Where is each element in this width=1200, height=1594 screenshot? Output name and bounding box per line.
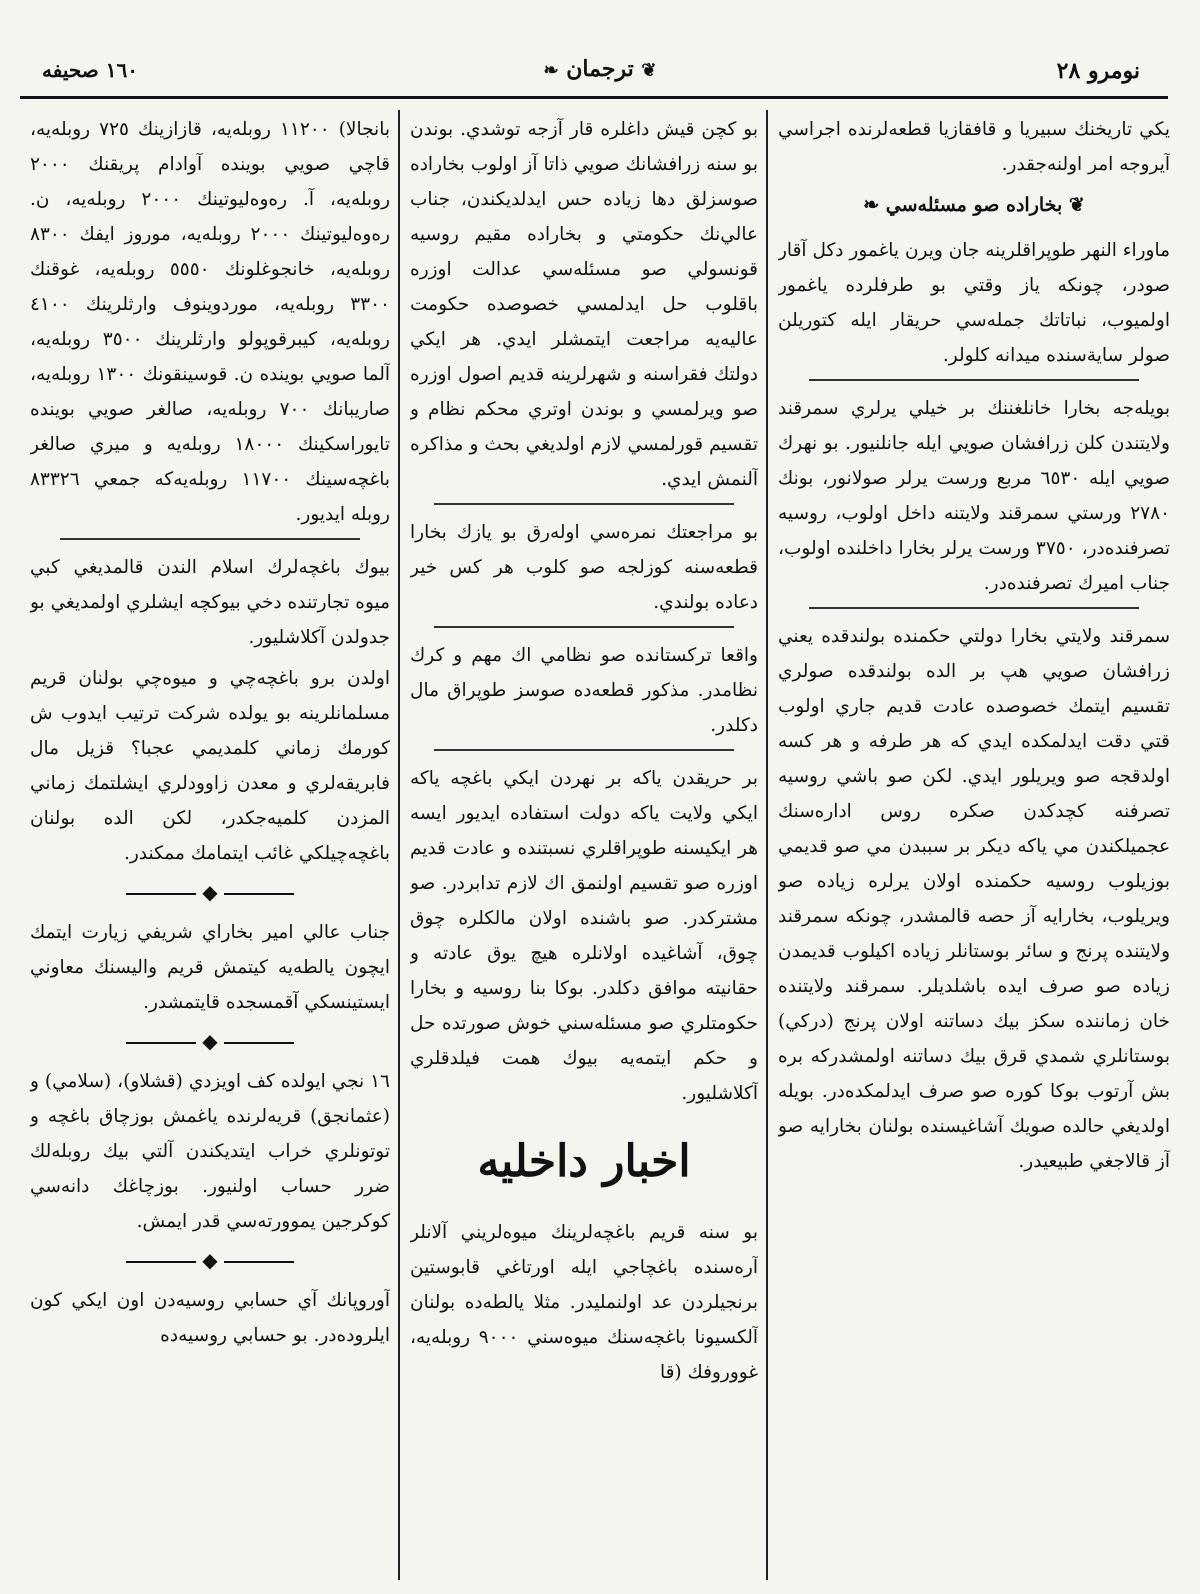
column-divider [766,110,768,1580]
separator [30,1245,390,1275]
paragraph: بيوك باغچه‌لرك اسلام الندن قالمديغي كبي ميوه تجارتنده دخي بيوكچه ايشلري اولمديغي بو جدولدن آكلاشليور. [30,557,390,648]
diamond-icon: ◆ [202,1248,218,1272]
article-intro: يكي تاريخنك سبيريا و قافقازيا قطعه‌لرنده اجراسي آيروجه امر اولنه‌جقدر. [778,119,1170,175]
paragraph: واقعا تركستانده صو نظامي اك مهم و كرك نظامدر. مذكور قطعه‌ده صوسز طوپراق مال دكلدر. [410,645,758,736]
divider [60,538,360,540]
subhead-text: بخاراده صو مسئله‌سي [885,194,1063,216]
header-rule [20,96,1168,99]
page-header [20,58,1180,92]
paragraph: بو كچن قيش داغلره قار آزجه توشدي. بوندن بو سنه زرافشانك صويي ذاتا آز اولوب بخاراده صوسزلق دها زياده حس ايدلديكندن، جناب عالي‌نك حكومتي و بخاراده مقيم روسيه قونسولي صو مسئله‌سي عدالت اوزره باقلوب حل ايدلمسي خصوصده حكومت عاليه‌يه مراجعت ايتمشلر ايدي. هر ايكي دولتك فقراسنه و شهرلرينه قديم اصول اوزره صو ويرلمسي و بوندن اوتري محكم نظام و تقسيم قورلمسي لازم اولديغي بحث و مذاكره آلنمش ايدي. [410,119,758,490]
section-title: اخبار داخليه [477,1136,691,1187]
paragraph: آوروپانك آي حسابي روسيه‌دن اون ايكي كون ايلرودەدر. بو حسابي روسيه‌ده [30,1290,390,1346]
paragraph: بانجالا) ١١٢٠٠ روبله‌يه، قازازينك ٧٢٥ روبله‌يه، قاچي صويي بوينده آوادام پريقنك ٢٠٠٠ روبله‌يه، آ. ره‌وه‌ليوتينك ٢٠٠٠ روبله‌يه، ن. ره‌وه‌ليوتينك ٢٠٠٠ روبله‌يه، موروز ايفك ٨٣٠٠ روبله‌يه، خانجوغلونك ٥٥٥٠ روبله‌يه، غوقنك ٣٣٠٠ روبله‌يه، موردوينوف وارثلرينك ٤١٠٠ روبله‌يه، كيبرقوپولو وارثلرينك ٣٥٠٠ روبله‌يه، آلما صويي بوينده ن. قوسينقونك ١٣٠٠ روبله‌يه، صاريبانك ٧٠٠ روبله‌يه، صالغر صويي بوينده تايوراسكينك ١٨٠٠٠ روبله‌يه و ميري صالغر باغچه‌سينك ١١٧٠٠ روبله‌يه‌كه جمعي ٨٣٣٢٦ روبله ايديور. [30,119,390,525]
diamond-icon: ◆ [202,1029,218,1053]
divider [809,379,1139,381]
diamond-icon: ◆ [202,880,218,904]
section-subhead [778,188,1170,223]
ornament-icon: ❧ [543,60,559,81]
paragraph: اولدن برو باغچه‌چي و ميوه‌چي بولنان قريم مسلمانلرينه بو يولده شركت ترتيب ايدوب ش كورمك زماني كلمديمي عجبا؟ قزيل مال فابريقه‌لري و معدن زاوودلري ايشلتمك زماني المزدن كلميه‌جكدر، لكن الده بولنان باغچه‌چيلكي غائب ايتمامك ممكندر. [30,668,390,864]
paragraph: جناب عالي امير بخاراي شريفي زيارت ايتمك ايچون يالطه‌يه كيتمش قريم واليسنك معاوني ايستينسكي آقمسجده قايتمشدر. [30,922,390,1013]
left-column [30,112,390,1582]
separator [30,1026,390,1056]
ornament-icon: ❦ [1068,194,1085,216]
separator [30,877,390,907]
middle-column [410,112,758,1582]
masthead-text: ترجمان [566,56,634,82]
issue-number: نومرو ٢٨ [1056,58,1140,84]
paragraph: ١٦ نجي ايولده كف اويزدي (قشلاو)، (سلامي) و (عثمانجق) قريه‌لرنده ياغمش بوزچاق باغچه و توتونلري خراب ايتديكندن آلتي بيك روبله‌لك ضرر حساب اولنيور. بوزچاغك دانه‌سي كوكرجين يموورته‌سي قدر ايمش. [30,1071,390,1232]
masthead-title [510,56,690,82]
right-column [778,112,1170,1582]
paragraph: بر حريقدن ياكه بر نهردن ايكي باغچه ياكه ايكي ولايت ياكه دولت استفاده ايديور ايسه هر ايكيسنه طوپراقلري نسبتنده و عادت قديم اوزره صو تقسيم اولنمق اك لازم تدابردر. صو مشتركدر. صو باشنده اولان مالكلره چوق چوق، آشاغيده اولانلره هيچ يوق عادته و حقانيته موافق دكلدر. بوكا بنا روسيه و بخارا حكومتلري صو مسئله‌سني خوش صورتده حل و حكم ايتمه‌يه بيوك همت فيلدقلري آكلاشليور. [410,768,758,1104]
ornament-icon: ❦ [641,60,657,81]
page-number: ١٦٠ صحيفه [42,58,138,82]
ornament-icon: ❧ [863,194,880,216]
paragraph: ماوراء النهر طوپراقلرينه جان ويرن ياغمور دكل آقار صودر، چونكه ياز وقتي بو طرفلرده ياغمور اولميوب، نباتاتك جمله‌سي حريقار ايله كتوريلن صولر ساية‌سنده ميدانه كلولر. [778,240,1170,366]
divider [809,607,1139,609]
paragraph: بو سنه قريم باغچه‌لرينك ميوه‌لريني آلانلر آره‌سنده باغچاجي ايله اورتاغي قابوستين برنجيلردن عد اولنمليدر. مثلا يالطه‌ده بولنان آلكسيونا باغچه‌سنك ميوه‌سني ٩٠٠٠ روبله‌يه، غووروفك (قا [410,1222,758,1383]
divider [434,626,734,628]
paragraph: سمرقند ولايتي بخارا دولتي حكمنده بولندقده يعني زرافشان صويي هپ بر الده بولندقده صولري تقسيم ايتمك خصوصده عادت قديم جاري اولوب قتي دقت ايدلمكده ايدي كه هر طرفه و هر كسه اولدقجه صو ويريلور ايدي. لكن صو باشي روسيه تصرفنه كچدكدن صكره روس اداره‌سنك عجميلكندن مي ياكه ديكر بر سببدن مي صو قديمي بوزيلوب روسيه حكمنده اولان يرلره زياده صو ويريلوب، بخارايه آز حصه قالمشدر، چونكه سمرقند ولايتنده پرنج و سائر بوستانلر زياده اكيلوب قديمدن زياده صو صرف ايده باشلديلر. سمرقند ولايتنده خان زماننده سكز بيك دساتنه اولان پرنج (دركي) بوستانلري شمدي قرق بيك دساتنه اولمشدركه بره بش آرتوب بوكا كوره صو صرف ايدلمكده‌در. بويله اولديغي حالده صويك آشاغيسنده بولنان بخارايه صو آز قالاجغي طبيعيدر. [778,626,1170,1172]
divider [434,749,734,751]
divider [434,503,734,505]
paragraph: بو مراجعتك نمره‌سي اوله‌رق بو يازك بخارا قطعه‌سنه كوزلجه صو كلوب هر كس خير دعاده بولندي. [410,522,758,613]
paragraph: بويله‌جه بخارا خانلغننك بر خيلي يرلري سمرقند ولايتندن كلن زرافشان صويي ايله جانلنيور. بو نهرك صويي ايله ٦٥٣٠ مربع ورست يرلر صولانور، بونك ٢٧٨٠ ورستي سمرقند ولايتنه داخل اولوب، روسيه تصرفنده‌در، ٣٧٥٠ ورست يرلر بخارا داخلنده اولوب، جناب اميرك تصرفنده‌در. [778,398,1170,594]
column-divider [398,110,400,1580]
